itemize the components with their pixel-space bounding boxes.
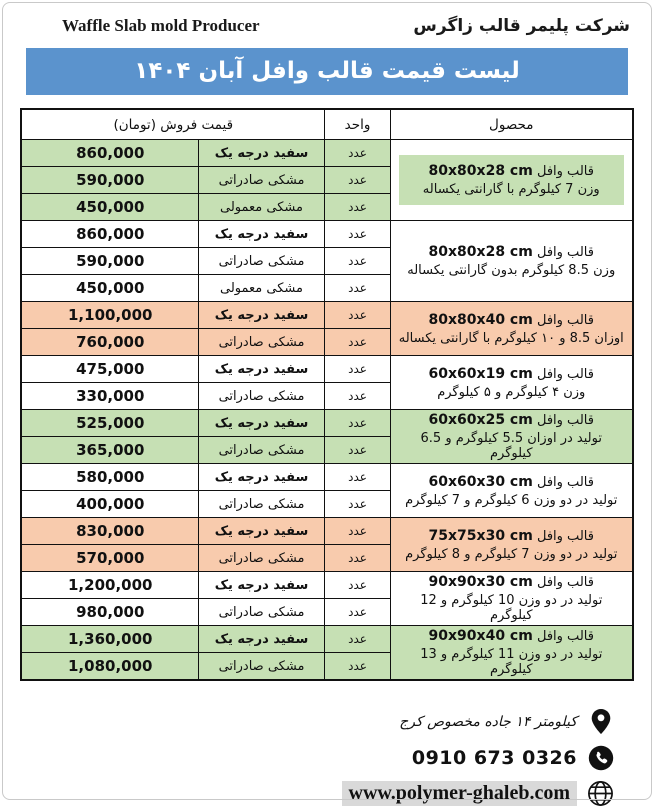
- product-cell: [391, 140, 633, 221]
- product-title-line: [403, 163, 620, 179]
- product-cell: [391, 572, 633, 626]
- product-name: قالب وافل: [536, 366, 594, 382]
- product-size: 90x90x40 cm: [428, 628, 533, 644]
- unit-cell: عدد: [325, 194, 391, 221]
- unit-cell: عدد: [325, 221, 391, 248]
- location-pin-icon: [587, 708, 614, 735]
- product-cell: [391, 356, 633, 410]
- price-cell: 760,000: [21, 329, 198, 356]
- phone-number: 0910 673 0326: [411, 746, 577, 769]
- product-desc: تولید در دو وزن 7 کیلوگرم و 8 کیلوگرم: [405, 546, 618, 562]
- globe-icon: [587, 780, 614, 807]
- product-desc: اوزان 8.5 و ۱۰ کیلوگرم با گارانتی یکساله: [398, 330, 624, 346]
- product-name: قالب وافل: [536, 245, 594, 260]
- type-cell: مشکی صادراتی: [199, 437, 325, 464]
- type-cell: مشکی صادراتی: [199, 491, 325, 518]
- phone-row: [0, 744, 614, 771]
- table-row: [21, 302, 632, 329]
- price-cell: 330,000: [21, 383, 198, 410]
- price-cell: 1,080,000: [21, 653, 198, 681]
- product-cell: [391, 626, 633, 681]
- product-size: 80x80x40 cm: [428, 311, 533, 328]
- product-title-line: [398, 474, 625, 490]
- product-name: قالب وافل: [536, 575, 594, 590]
- website-link[interactable]: www.polymer-ghaleb.com: [342, 781, 577, 806]
- product-size: 80x80x28 cm: [428, 163, 533, 179]
- price-cell: 1,100,000: [21, 302, 198, 329]
- product-title-line: [398, 312, 625, 328]
- table-header-row: [21, 109, 632, 140]
- type-cell: سفید درجه یک: [199, 302, 325, 329]
- table-row: [21, 626, 632, 653]
- type-cell: مشکی معمولی: [199, 194, 325, 221]
- table-row: [21, 410, 632, 437]
- product-size: 90x90x30 cm: [428, 574, 533, 590]
- table-row: [21, 572, 632, 599]
- type-cell: سفید درجه یک: [199, 140, 325, 167]
- price-cell: 570,000: [21, 545, 198, 572]
- unit-cell: عدد: [325, 140, 391, 167]
- type-cell: مشکی صادراتی: [199, 545, 325, 572]
- unit-cell: عدد: [325, 599, 391, 626]
- page-header: [0, 0, 654, 36]
- price-cell: 450,000: [21, 194, 198, 221]
- address-row: [0, 708, 614, 735]
- price-cell: 475,000: [21, 356, 198, 383]
- product-desc: تولید در اوزان 5.5 کیلوگرم و 6.5 کیلوگرم: [420, 431, 602, 461]
- unit-cell: عدد: [325, 518, 391, 545]
- table-row: [21, 464, 632, 491]
- table-row: [21, 221, 632, 248]
- unit-cell: عدد: [325, 545, 391, 572]
- header-unit: واحد: [325, 109, 391, 140]
- product-title-line: [398, 244, 625, 260]
- type-cell: مشکی صادراتی: [199, 653, 325, 681]
- price-cell: 860,000: [21, 221, 198, 248]
- product-cell: [391, 221, 633, 302]
- product-title-line: [398, 366, 625, 382]
- header-price: قیمت فروش (تومان): [21, 109, 324, 140]
- price-table-body: [21, 140, 632, 681]
- product-desc: تولید در دو وزن 10 کیلوگرم و 12 کیلوگرم: [420, 593, 603, 623]
- price-cell: 860,000: [21, 140, 198, 167]
- product-cell: [391, 410, 633, 464]
- price-cell: 590,000: [21, 167, 198, 194]
- unit-cell: عدد: [325, 572, 391, 599]
- unit-cell: عدد: [325, 437, 391, 464]
- title-company-farsi: شرکت پلیمر قالب زاگرس: [413, 16, 630, 36]
- product-desc: وزن 8.5 کیلوگرم بدون گارانتی یکساله: [407, 263, 616, 278]
- unit-cell: عدد: [325, 626, 391, 653]
- type-cell: مشکی صادراتی: [199, 599, 325, 626]
- product-title-line: [398, 574, 625, 590]
- banner-title: لیست قیمت قالب وافل آبان ۱۴۰۴: [26, 48, 628, 95]
- type-cell: سفید درجه یک: [199, 626, 325, 653]
- product-size: 60x60x25 cm: [428, 412, 533, 428]
- unit-cell: عدد: [325, 275, 391, 302]
- page-footer: [0, 708, 614, 807]
- table-row: [21, 518, 632, 545]
- type-cell: مشکی صادراتی: [199, 329, 325, 356]
- type-cell: سفید درجه یک: [199, 410, 325, 437]
- product-title-line: [398, 528, 625, 544]
- product-name: قالب وافل: [536, 474, 594, 490]
- product-name: قالب وافل: [536, 413, 594, 428]
- price-cell: 830,000: [21, 518, 198, 545]
- table-row: [21, 140, 632, 167]
- product-name: قالب وافل: [536, 312, 594, 328]
- price-cell: 525,000: [21, 410, 198, 437]
- type-cell: مشکی صادراتی: [199, 167, 325, 194]
- unit-cell: عدد: [325, 167, 391, 194]
- price-cell: 365,000: [21, 437, 198, 464]
- type-cell: مشکی صادراتی: [199, 248, 325, 275]
- unit-cell: عدد: [325, 302, 391, 329]
- price-cell: 580,000: [21, 464, 198, 491]
- unit-cell: عدد: [325, 464, 391, 491]
- type-cell: مشکی معمولی: [199, 275, 325, 302]
- type-cell: سفید درجه یک: [199, 518, 325, 545]
- product-size: 60x60x30 cm: [428, 473, 533, 490]
- product-desc: تولید در دو وزن 11 کیلوگرم و 13 کیلوگرم: [420, 647, 603, 677]
- product-size: 60x60x19 cm: [428, 365, 533, 382]
- unit-cell: عدد: [325, 410, 391, 437]
- header-product: محصول: [391, 109, 633, 140]
- unit-cell: عدد: [325, 329, 391, 356]
- title-english: Waffle Slab mold Producer: [62, 16, 260, 35]
- price-cell: 1,200,000: [21, 572, 198, 599]
- price-cell: 980,000: [21, 599, 198, 626]
- website-row: [0, 780, 614, 807]
- product-name: قالب وافل: [536, 164, 594, 179]
- product-title-line: [398, 412, 625, 428]
- price-cell: 450,000: [21, 275, 198, 302]
- type-cell: سفید درجه یک: [199, 221, 325, 248]
- address-text: کیلومتر ۱۴ جاده مخصوص کرج: [399, 713, 577, 730]
- product-cell: [391, 302, 633, 356]
- unit-cell: عدد: [325, 248, 391, 275]
- product-desc: وزن 7 کیلوگرم با گارانتی یکساله: [422, 182, 600, 197]
- price-cell: 400,000: [21, 491, 198, 518]
- type-cell: مشکی صادراتی: [199, 383, 325, 410]
- product-cell: [391, 464, 633, 518]
- product-size: 80x80x28 cm: [428, 244, 533, 260]
- type-cell: سفید درجه یک: [199, 464, 325, 491]
- price-cell: 590,000: [21, 248, 198, 275]
- product-desc: تولید در دو وزن 6 کیلوگرم و 7 کیلوگرم: [405, 492, 618, 508]
- product-name: قالب وافل: [536, 629, 594, 644]
- table-row: [21, 356, 632, 383]
- unit-cell: عدد: [325, 491, 391, 518]
- product-title-line: [398, 628, 625, 644]
- product-desc: وزن ۴ کیلوگرم و ۵ کیلوگرم: [437, 384, 586, 400]
- unit-cell: عدد: [325, 383, 391, 410]
- price-cell: 1,360,000: [21, 626, 198, 653]
- price-table: [20, 108, 633, 681]
- type-cell: سفید درجه یک: [199, 356, 325, 383]
- product-size: 75x75x30 cm: [428, 527, 533, 544]
- unit-cell: عدد: [325, 653, 391, 681]
- product-name: قالب وافل: [536, 528, 594, 544]
- phone-icon: [587, 744, 614, 771]
- product-cell: [391, 518, 633, 572]
- type-cell: سفید درجه یک: [199, 572, 325, 599]
- unit-cell: عدد: [325, 356, 391, 383]
